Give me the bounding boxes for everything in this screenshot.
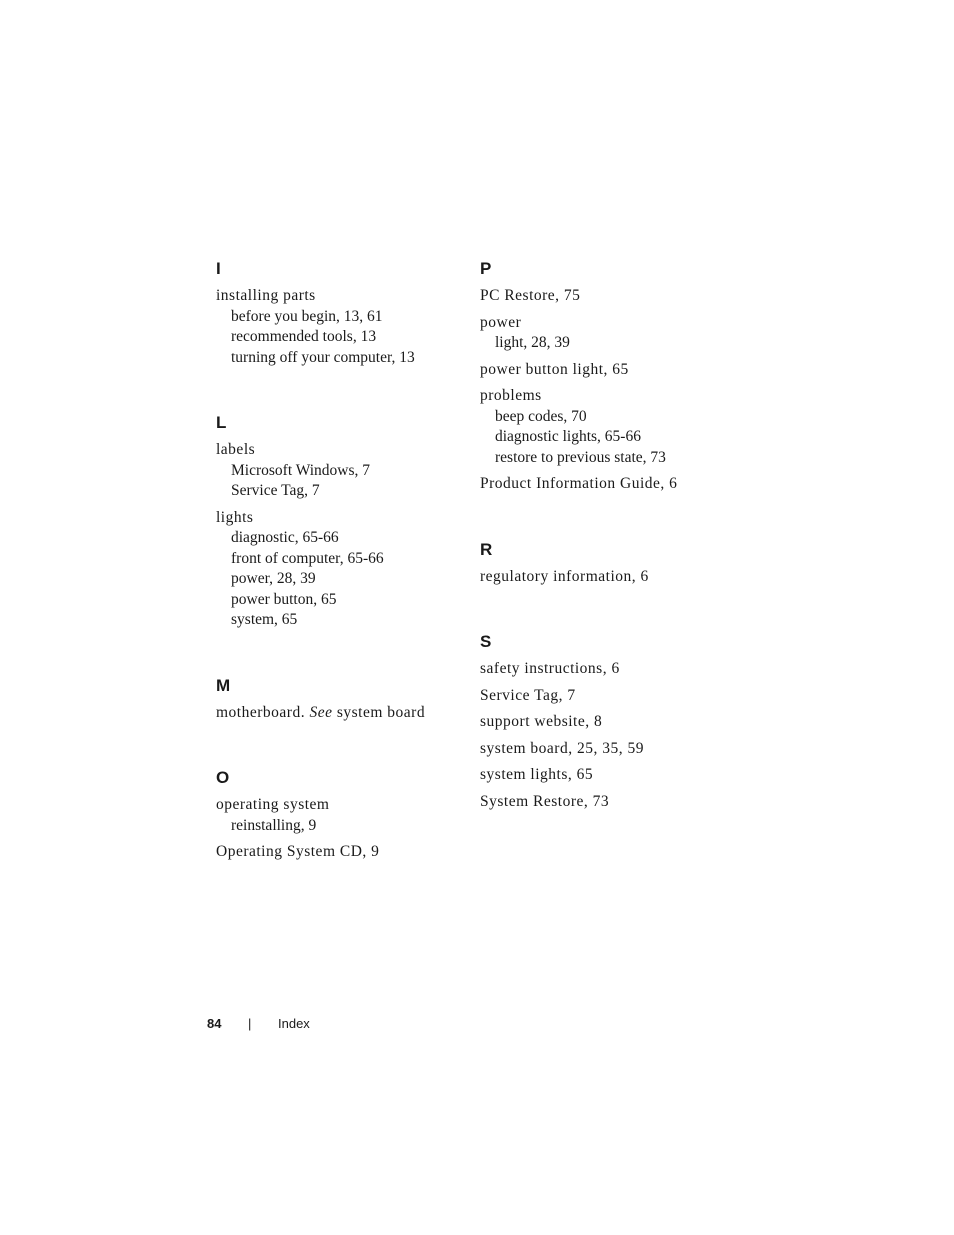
index-term-text: system lights, 65 xyxy=(480,766,594,783)
index-term xyxy=(216,508,456,529)
section-letter: M xyxy=(216,675,231,695)
section-letter: L xyxy=(216,413,227,432)
index-entry xyxy=(480,792,740,813)
see-target: system board xyxy=(336,703,426,721)
index-term-text: regulatory information, 6 xyxy=(480,567,649,585)
index-entry xyxy=(480,360,740,381)
index-subentry: Microsoft Windows, 7 xyxy=(231,461,371,479)
index-entry xyxy=(480,712,740,733)
index-entry xyxy=(480,286,740,307)
section-letter: R xyxy=(480,539,493,559)
index-subentry: recommended tools, 13 xyxy=(231,328,377,345)
index-entry xyxy=(480,386,740,468)
index-term-text: lights xyxy=(216,508,254,526)
index-term xyxy=(216,286,456,307)
index-entry xyxy=(480,765,740,786)
index-term xyxy=(480,765,740,786)
index-entry xyxy=(216,440,456,502)
index-term xyxy=(480,313,740,334)
index-term xyxy=(216,703,456,724)
index-term-text: motherboard. xyxy=(216,703,306,721)
index-term xyxy=(480,360,740,381)
index-subentry: before you begin, 13, 61 xyxy=(231,307,383,325)
index-subentry: restore to previous state, 73 xyxy=(495,448,666,466)
index-subentry: diagnostic lights, 65-66 xyxy=(495,428,641,445)
index-term-text: operating system xyxy=(216,796,330,813)
page-number: 84 xyxy=(207,1016,222,1031)
index-term xyxy=(480,739,740,760)
index-subentry: turning off your computer, 13 xyxy=(231,348,415,366)
index-term-text: power button light, 65 xyxy=(480,360,629,378)
index-entry xyxy=(480,313,740,354)
see-reference: See xyxy=(309,703,333,721)
index-section-s xyxy=(480,631,740,812)
index-entry xyxy=(216,842,456,863)
index-entry xyxy=(216,795,456,836)
index-section-l xyxy=(216,412,456,631)
section-letter: P xyxy=(480,259,492,278)
footer-section-title: Index xyxy=(278,1016,310,1031)
index-entry xyxy=(480,567,740,588)
index-term xyxy=(480,712,740,733)
index-subentry: reinstalling, 9 xyxy=(231,816,317,834)
index-term xyxy=(216,842,456,863)
index-entry xyxy=(216,286,456,368)
index-section-p xyxy=(480,258,740,495)
index-term-text: support website, 8 xyxy=(480,713,603,730)
index-term-text: Service Tag, 7 xyxy=(480,686,576,704)
index-term-text: installing parts xyxy=(216,287,316,304)
index-term-text: labels xyxy=(216,441,256,458)
index-term xyxy=(216,440,456,461)
index-entry xyxy=(480,686,740,707)
index-section-o xyxy=(216,767,456,863)
index-term-text: system board, 25, 35, 59 xyxy=(480,739,644,757)
index-entry xyxy=(216,703,456,724)
index-subentry: light, 28, 39 xyxy=(495,334,570,351)
section-letter: O xyxy=(216,768,230,787)
index-subentry: beep codes, 70 xyxy=(495,407,587,425)
index-entry xyxy=(480,474,740,495)
index-entry xyxy=(480,739,740,760)
section-letter: I xyxy=(216,259,221,278)
index-term xyxy=(480,286,740,307)
index-subentry: Service Tag, 7 xyxy=(231,482,320,499)
index-term xyxy=(480,792,740,813)
index-term xyxy=(216,795,456,816)
index-section-i xyxy=(216,258,456,368)
index-column-left xyxy=(216,258,456,907)
index-term xyxy=(480,686,740,707)
index-term-text: System Restore, 73 xyxy=(480,792,610,810)
index-term-text: Operating System CD, 9 xyxy=(216,843,380,860)
index-subentry: system, 65 xyxy=(231,611,298,628)
index-column-right xyxy=(480,258,740,856)
index-entry xyxy=(216,508,456,631)
section-letter: S xyxy=(480,632,492,651)
index-entry xyxy=(480,659,740,680)
index-term xyxy=(480,386,740,407)
index-term-text: safety instructions, 6 xyxy=(480,660,620,677)
index-term xyxy=(480,474,740,495)
index-term-text: Product Information Guide, 6 xyxy=(480,475,678,492)
index-subentry: front of computer, 65-66 xyxy=(231,549,384,567)
index-subentry: power, 28, 39 xyxy=(231,570,316,587)
index-subentry: diagnostic, 65-66 xyxy=(231,529,339,546)
index-section-r xyxy=(480,539,740,588)
index-subentry: power button, 65 xyxy=(231,590,337,608)
footer-separator: | xyxy=(248,1016,252,1031)
index-term xyxy=(480,567,740,588)
index-term-text: power xyxy=(480,313,522,331)
index-term xyxy=(480,659,740,680)
index-term-text: problems xyxy=(480,387,542,404)
index-term-text: PC Restore, 75 xyxy=(480,287,581,304)
index-section-m xyxy=(216,675,456,724)
